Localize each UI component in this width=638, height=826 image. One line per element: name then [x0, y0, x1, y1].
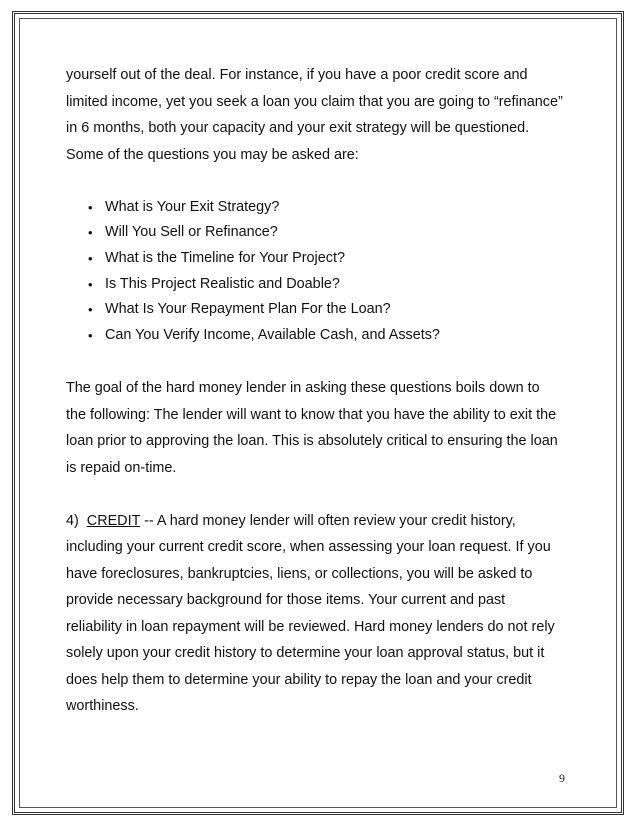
list-item-text: What is the Timeline for Your Project?	[105, 249, 345, 266]
credit-line: worthiness.	[66, 698, 139, 715]
intro-paragraph	[66, 62, 566, 168]
questions-list	[88, 195, 566, 349]
bullet-icon: •	[88, 302, 93, 318]
list-item-text: Is This Project Realistic and Doable?	[105, 275, 340, 292]
goal-line: loan prior to approving the loan. This is absolutely critical to ensuring the loan	[66, 433, 558, 450]
list-item	[88, 272, 566, 298]
section-heading: CREDIT	[86, 512, 141, 529]
credit-line: solely upon your credit history to determine your loan approval status, but it	[66, 645, 545, 662]
goal-line: The goal of the hard money lender in asking these questions boils down to	[66, 380, 540, 397]
list-item-text: Can You Verify Income, Available Cash, and Assets?	[105, 326, 440, 343]
goal-line: the following: The lender will want to know that you have the ability to exit the	[66, 406, 557, 423]
intro-line: in 6 months, both your capacity and your exit strategy will be questioned.	[66, 120, 530, 136]
credit-line: have foreclosures, bankruptcies, liens, or collections, you will be asked to	[66, 565, 533, 582]
list-item	[88, 323, 566, 349]
credit-paragraph	[66, 508, 566, 720]
credit-line: including your current credit score, when assessing your loan request. If you	[66, 539, 551, 556]
intro-line: yourself out of the deal. For instance, if you have a poor credit score and	[66, 67, 528, 83]
bullet-icon: •	[88, 327, 93, 343]
list-item-text: What is Your Exit Strategy?	[105, 198, 280, 215]
list-item-text: Will You Sell or Refinance?	[105, 224, 278, 241]
credit-line: does help them to determine your ability to repay the loan and your credit	[66, 671, 532, 688]
list-item	[88, 195, 566, 221]
bullet-icon: •	[88, 276, 93, 292]
list-item	[88, 246, 566, 272]
credit-first-line	[66, 508, 566, 535]
bullet-icon: •	[88, 199, 93, 215]
credit-line: reliability in loan repayment will be reviewed. Hard money lenders do not rely	[66, 618, 555, 635]
bullet-icon: •	[88, 225, 93, 241]
list-item	[88, 297, 566, 323]
goal-line: is repaid on-time.	[66, 459, 177, 476]
intro-line: Some of the questions you may be asked are:	[66, 146, 359, 163]
section-number: 4)	[66, 512, 87, 529]
list-item-text: What Is Your Repayment Plan For the Loan?	[105, 301, 391, 318]
credit-line: provide necessary background for those items. Your current and past	[66, 592, 506, 609]
bullet-icon: •	[88, 250, 93, 266]
goal-paragraph	[66, 375, 566, 481]
page-number: 9	[559, 771, 565, 785]
intro-line: limited income, yet you seek a loan you claim that you are going to “refinance”	[66, 93, 563, 110]
page-content	[66, 62, 566, 720]
credit-line-rest: -- A hard money lender will often review your credit history,	[140, 512, 516, 529]
list-item	[88, 220, 566, 246]
